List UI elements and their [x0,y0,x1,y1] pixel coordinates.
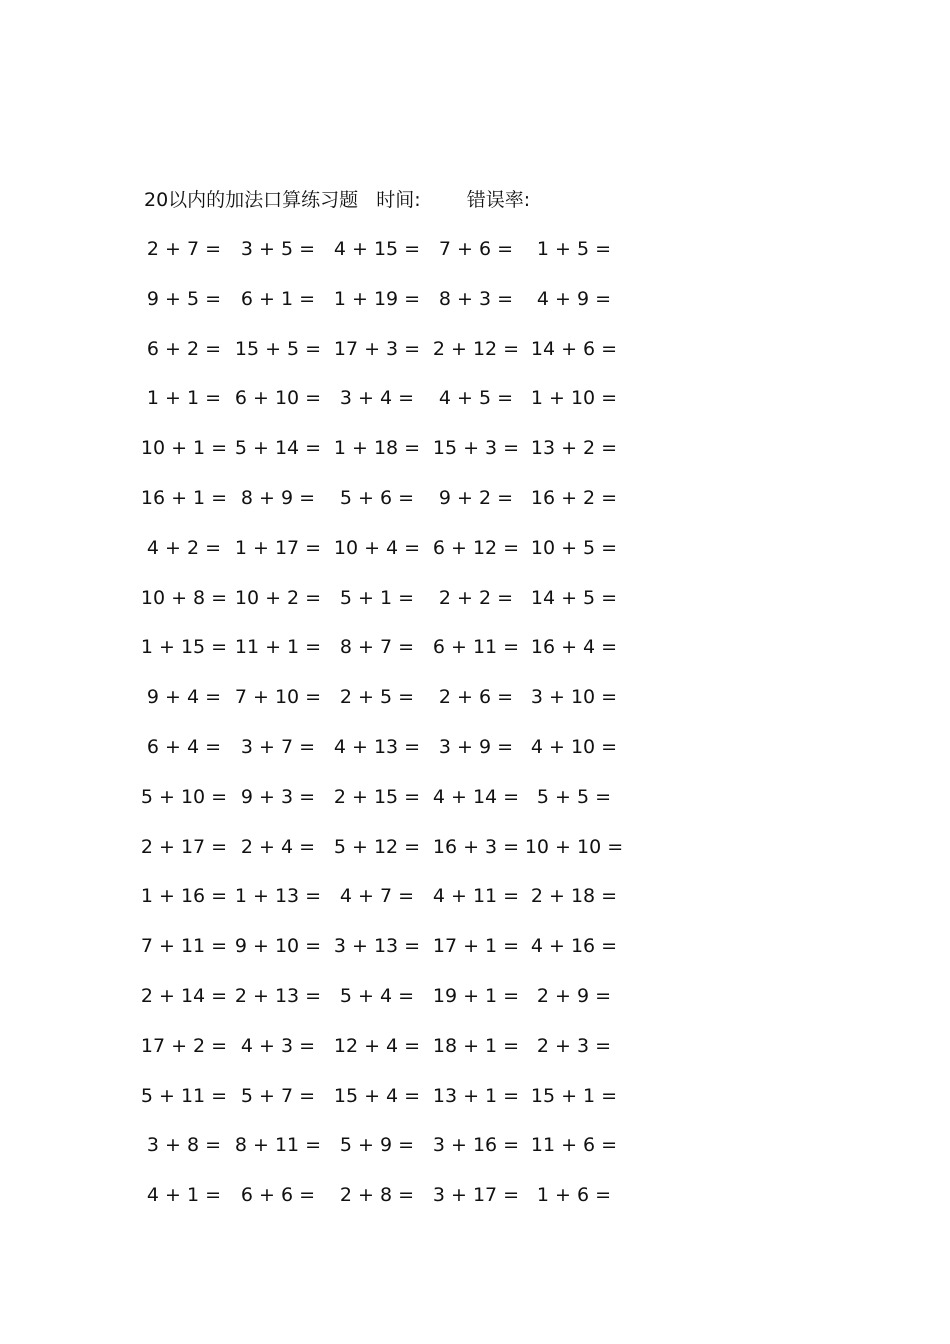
problem-2-4: 8 + 3 = [438,287,514,310]
problem-9-5: 16 + 4 = [530,636,618,659]
problem-8-1: 10 + 8 = [140,586,228,609]
problem-1-5: 1 + 5 = [536,238,612,260]
problem-7-3: 10 + 4 = [333,536,421,559]
problem-13-2: 2 + 4 = [240,835,316,858]
problem-4-2: 6 + 10 = [234,387,322,410]
problem-1-4: 7 + 6 = [438,238,514,260]
problem-1-3: 4 + 15 = [333,238,421,260]
problem-16-4: 19 + 1 = [432,985,520,1007]
problem-2-5: 4 + 9 = [536,287,612,310]
problem-12-2: 9 + 3 = [240,785,316,808]
problem-20-5: 1 + 6 = [536,1184,612,1207]
problem-3-5: 14 + 6 = [530,337,618,360]
problem-12-5: 5 + 5 = [536,785,612,808]
worksheet-title: 20以内的加法口算练习题 [144,189,359,211]
problem-15-1: 7 + 11 = [140,935,228,958]
problem-20-3: 2 + 8 = [339,1184,415,1207]
problem-10-4: 2 + 6 = [438,686,514,709]
problem-7-4: 6 + 12 = [432,536,520,559]
problem-20-1: 4 + 1 = [146,1184,222,1207]
problem-19-2: 8 + 11 = [234,1134,322,1157]
problem-12-1: 5 + 10 = [140,785,228,808]
problem-3-2: 15 + 5 = [234,337,322,360]
problem-3-4: 2 + 12 = [432,337,520,360]
problem-17-4: 18 + 1 = [432,1034,520,1057]
problem-4-3: 3 + 4 = [339,387,415,410]
problem-1-1: 2 + 7 = [146,238,222,260]
problem-10-1: 9 + 4 = [146,686,222,709]
problem-8-2: 10 + 2 = [234,586,322,609]
problem-15-3: 3 + 13 = [333,935,421,958]
problem-2-1: 9 + 5 = [146,287,222,310]
problem-11-3: 4 + 13 = [333,736,421,758]
problem-3-3: 17 + 3 = [333,337,421,360]
problem-13-1: 2 + 17 = [140,835,228,858]
problem-13-4: 16 + 3 = [432,835,520,858]
problem-12-4: 4 + 14 = [432,785,520,808]
problem-4-1: 1 + 1 = [146,387,222,410]
problem-10-2: 7 + 10 = [234,686,322,709]
problem-13-5: 10 + 10 = [524,835,624,858]
problem-14-3: 4 + 7 = [339,885,415,908]
problem-16-2: 2 + 13 = [234,985,322,1007]
problem-6-4: 9 + 2 = [438,487,514,509]
worksheet-header [144,186,530,214]
problem-15-4: 17 + 1 = [432,935,520,958]
problem-17-3: 12 + 4 = [333,1034,421,1057]
problem-14-1: 1 + 16 = [140,885,228,908]
problem-5-2: 5 + 14 = [234,437,322,460]
problem-7-5: 10 + 5 = [530,536,618,559]
problem-8-5: 14 + 5 = [530,586,618,609]
problem-11-5: 4 + 10 = [530,736,618,758]
problem-19-5: 11 + 6 = [530,1134,618,1157]
problem-17-2: 4 + 3 = [240,1034,316,1057]
problem-19-3: 5 + 9 = [339,1134,415,1157]
problem-9-4: 6 + 11 = [432,636,520,659]
problem-18-5: 15 + 1 = [530,1084,618,1107]
problem-6-2: 8 + 9 = [240,487,316,509]
problem-18-2: 5 + 7 = [240,1084,316,1107]
problem-19-4: 3 + 16 = [432,1134,520,1157]
problem-4-4: 4 + 5 = [438,387,514,410]
problem-9-3: 8 + 7 = [339,636,415,659]
problem-15-2: 9 + 10 = [234,935,322,958]
problem-14-2: 1 + 13 = [234,885,322,908]
problem-14-5: 2 + 18 = [530,885,618,908]
problem-10-5: 3 + 10 = [530,686,618,709]
problem-17-5: 2 + 3 = [536,1034,612,1057]
problem-12-3: 2 + 15 = [333,785,421,808]
error-rate-label: 错误率: [466,189,531,211]
problem-1-2: 3 + 5 = [240,238,316,260]
problem-5-4: 15 + 3 = [432,437,520,460]
problem-9-1: 1 + 15 = [140,636,228,659]
problem-11-4: 3 + 9 = [438,736,514,758]
problem-8-3: 5 + 1 = [339,586,415,609]
problem-13-3: 5 + 12 = [333,835,421,858]
problem-3-1: 6 + 2 = [146,337,222,360]
problem-16-3: 5 + 4 = [339,985,415,1007]
problem-14-4: 4 + 11 = [432,885,520,908]
problem-2-3: 1 + 19 = [333,287,421,310]
problem-11-1: 6 + 4 = [146,736,222,758]
problem-6-3: 5 + 6 = [339,487,415,509]
problem-17-1: 17 + 2 = [140,1034,228,1057]
problem-5-1: 10 + 1 = [140,437,228,460]
problem-7-1: 4 + 2 = [146,536,222,559]
problem-15-5: 4 + 16 = [530,935,618,958]
problem-16-1: 2 + 14 = [140,985,228,1007]
problem-5-5: 13 + 2 = [530,437,618,460]
problem-20-2: 6 + 6 = [240,1184,316,1207]
problem-19-1: 3 + 8 = [146,1134,222,1157]
problem-5-3: 1 + 18 = [333,437,421,460]
problem-18-1: 5 + 11 = [140,1084,228,1107]
time-label: 时间: [376,189,421,211]
problem-10-3: 2 + 5 = [339,686,415,709]
problem-6-1: 16 + 1 = [140,487,228,509]
problem-7-2: 1 + 17 = [234,536,322,559]
problem-18-3: 15 + 4 = [333,1084,421,1107]
problem-20-4: 3 + 17 = [432,1184,520,1207]
problem-9-2: 11 + 1 = [234,636,322,659]
problem-4-5: 1 + 10 = [530,387,618,410]
problem-2-2: 6 + 1 = [240,287,316,310]
problem-11-2: 3 + 7 = [240,736,316,758]
problem-8-4: 2 + 2 = [438,586,514,609]
problem-16-5: 2 + 9 = [536,985,612,1007]
problem-18-4: 13 + 1 = [432,1084,520,1107]
problem-6-5: 16 + 2 = [530,487,618,509]
